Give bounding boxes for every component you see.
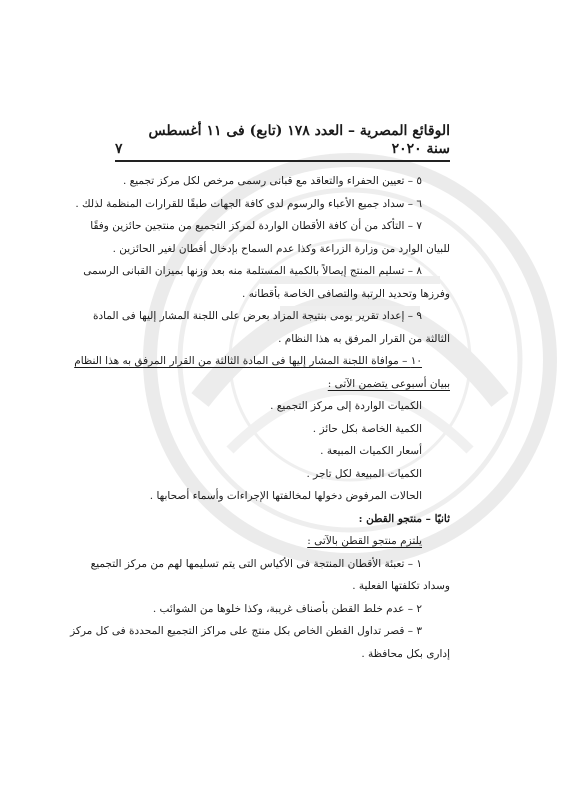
text-line: ببيان أسبوعى يتضمن الآتى :	[327, 377, 450, 390]
text-line: ٢ – عدم خلط القطن بأصناف غريبة، وكذا خلوها من الشوائب .	[152, 602, 422, 615]
text-line: إدارى بكل محافظة .	[361, 647, 450, 660]
text-line: ثانيًا – منتجو القطن :	[358, 512, 450, 525]
text-line: ١ – تعبئة الأقطان المنتجة فى الأكياس التى يتم تسليمها لهم من مركز التجميع	[90, 557, 422, 570]
text-line: ٨ – تسليم المنتج إيصالاً بالكمية المستلمة منه بعد وزنها بميزان القبانى الرسمى	[83, 265, 422, 277]
text-line: ٧ – التأكد من أن كافة الأقطان الواردة لمركز التجميع من منتجين حائزين وفقًا	[90, 220, 422, 232]
text-line: أسعار الكميات المبيعة .	[320, 445, 422, 457]
text-line: للبيان الوارد من وزارة الزراعة وكذا عدم السماح بإدخال أقطان لغير الحائزين .	[112, 242, 450, 255]
document-body	[70, 170, 450, 665]
text-line: وفرزها وتحديد الرتبة والتصافى الخاصة بأقطانه .	[242, 287, 450, 300]
text-line: الحالات المرفوض دخولها لمخالفتها الإجراءات وأسماء أصحابها .	[149, 490, 422, 502]
text-line: الكميات الواردة إلى مركز التجميع .	[270, 400, 422, 412]
text-line: ٦ – سداد جميع الأعباء والرسوم لدى كافة الجهات طبقًا للقرارات المنظمة لذلك .	[75, 197, 422, 210]
text-line: الكميات المبيعة لكل تاجر .	[306, 467, 422, 480]
text-line: ١٠ – موافاة اللجنة المشار إليها فى المادة الثالثة من القرار المرفق به هذا النظام	[74, 355, 422, 367]
page-number: ٧	[115, 141, 123, 157]
text-line: ٥ – تعيين الحفراء والتعاقد مع قبانى رسمى مرخص لكل مركز تجميع .	[122, 175, 422, 187]
text-line: ٣ – قصر تداول القطن الخاص بكل منتج على مراكز التجميع المحددة فى كل مركز	[70, 625, 422, 637]
text-line: الثالثة من القرار المرفق به هذا النظام .	[278, 332, 450, 345]
text-line: ٩ – إعداد تقرير يومى بنتيجة المزاد بعرض على اللجنة المشار إليها فى المادة	[92, 310, 422, 322]
header-rule	[115, 160, 450, 162]
text-line: الكمية الخاصة بكل حائز .	[312, 422, 422, 435]
page-header	[115, 123, 450, 158]
text-line: يلتزم منتجو القطن بالآتى :	[307, 535, 422, 547]
header-title: الوقائع المصرية – العدد ١٧٨ (تابع) فى ١١ أغسطس سنة ٢٠٢٠	[148, 123, 450, 157]
text-line: وسداد تكلفتها الفعلية .	[352, 580, 450, 592]
